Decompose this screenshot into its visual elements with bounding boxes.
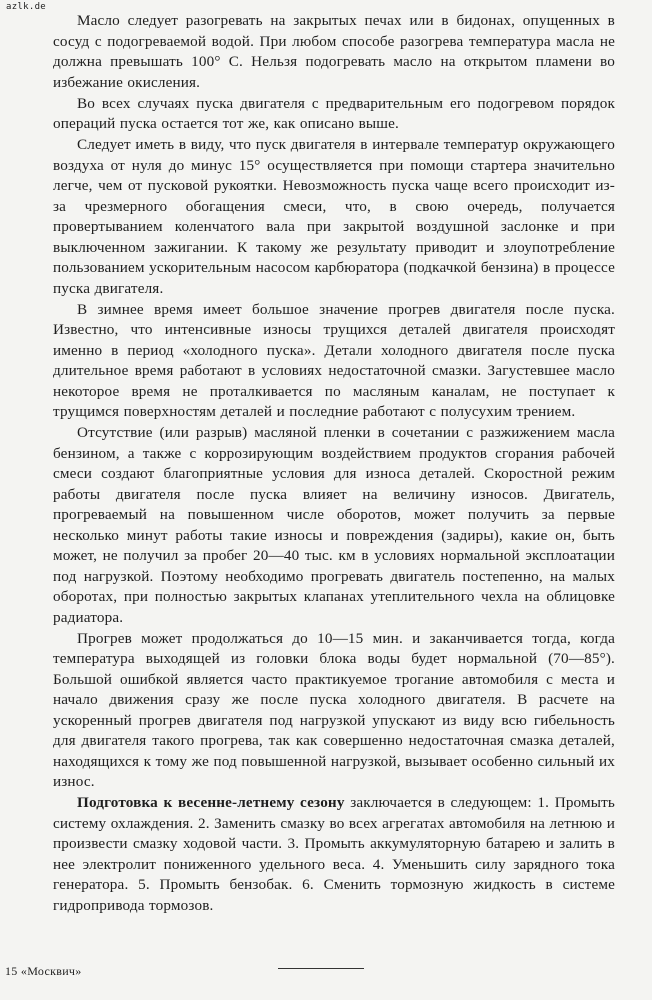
footer-divider [278, 968, 364, 969]
site-watermark: azlk.de [6, 2, 47, 12]
paragraph-start-order [53, 94, 615, 135]
page-body [53, 11, 615, 916]
paragraph-spring-summer-prep [53, 793, 615, 916]
paragraph-warmup-duration [53, 629, 615, 793]
printer-signature: 15 «Москвич» [5, 964, 82, 978]
paragraph-text: Следует иметь в виду, что пуск двигателя в интервале температур окружающего воздуха от нуля до минус 15° осуществляется при помощи стартера значительно легче, чем от пусковой рукоятки. Невозможность пуска чаще всего происходит из-за чрезмерного обогащения смеси, что, в свою очередь, получается провертыванием коленчатого вала при закрытой воздушной заслонке и при выключенном зажигании. К такому же результату приводит и злоупотребление пользованием ускорительным насосом карбюратора (подкачкой бензина) в процессе пуска двигателя. [53, 136, 615, 297]
paragraph-text: заключается в следующем: 1. Промыть систему охлаждения. 2. Заменить смазку во всех агрегатах автомобиля на летнюю и произвести смазку ходовой части. 3. Промыть аккумуляторную батарею и залить в нее электролит пониженного удельного веса. 4. Уменьшить силу зарядного тока генератора. 5. Промыть бензобак. 6. Сменить тормозную жидкость в системе гидропривода тормозов. [53, 794, 615, 914]
paragraph-winter-warmup [53, 300, 615, 423]
paragraph-heating-oil [53, 11, 615, 93]
paragraph-text: Отсутствие (или разрыв) масляной пленки в сочетании с разжижением масла бензином, а также с коррозирующим воздействием продуктов сгорания рабочей смеси создают благоприятные условия для износа деталей. Скоростной режим работы двигателя после пуска влияет на величину износов. Двигатель, прогреваемый на повышенном числе оборотов, может получить за первые несколько минут работы такие износы и повреждения (задиры), какие он, быть может, не получил за пробег 20—40 тыс. км в условиях нормальной эксплоатации под нагрузкой. Поэтому необходимо прогревать двигатель постепенно, на малых оборотах, при полностью закрытых клапанах утеплительного чехла на облицовке радиатора. [53, 424, 615, 626]
paragraph-oil-film [53, 423, 615, 628]
paragraph-text: Прогрев может продолжаться до 10—15 мин. и заканчивается тогда, когда температура выходящей из головки блока воды будет нормальной (70—85°). Большой ошибкой является часто практикуемое трогание автомобиля с места и начало движения сразу же после пуска холодного двигателя. В расчете на ускоренный прогрев двигателя под нагрузкой упускают из виду всю гибельность для двигателя такого прогрева, так как совершенно недостаточная смазка деталей, находящихся к тому же под повышенной нагрузкой, вызывает особенно сильный их износ. [53, 629, 615, 790]
paragraph-lead: Подготовка к весенне-летнему сезону [77, 794, 345, 811]
paragraph-text: Масло следует разогревать на закрытых печах или в бидонах, опущенных в сосуд с подогреваемой водой. При любом способе разогрева температура масла не должна превышать 100° С. Нельзя подогревать масло на открытом пламени во избежание окисления. [53, 12, 615, 91]
paragraph-text: Во всех случаях пуска двигателя с предварительным его подогревом порядок операций пуска остается тот же, как описано выше. [53, 94, 615, 132]
paragraph-starter-use [53, 135, 615, 299]
paragraph-text: В зимнее время имеет большое значение прогрев двигателя после пуска. Известно, что интенсивные износы трущихся деталей двигателя происходят именно в период «холодного пуска». Детали холодного двигателя после пуска длительное время работают в условиях недостаточной смазки. Загустевшее масло некоторое время не проталкивается по масляным каналам, не поступает к трущимся поверхностям деталей и последние работают с полусухим трением. [53, 300, 615, 420]
